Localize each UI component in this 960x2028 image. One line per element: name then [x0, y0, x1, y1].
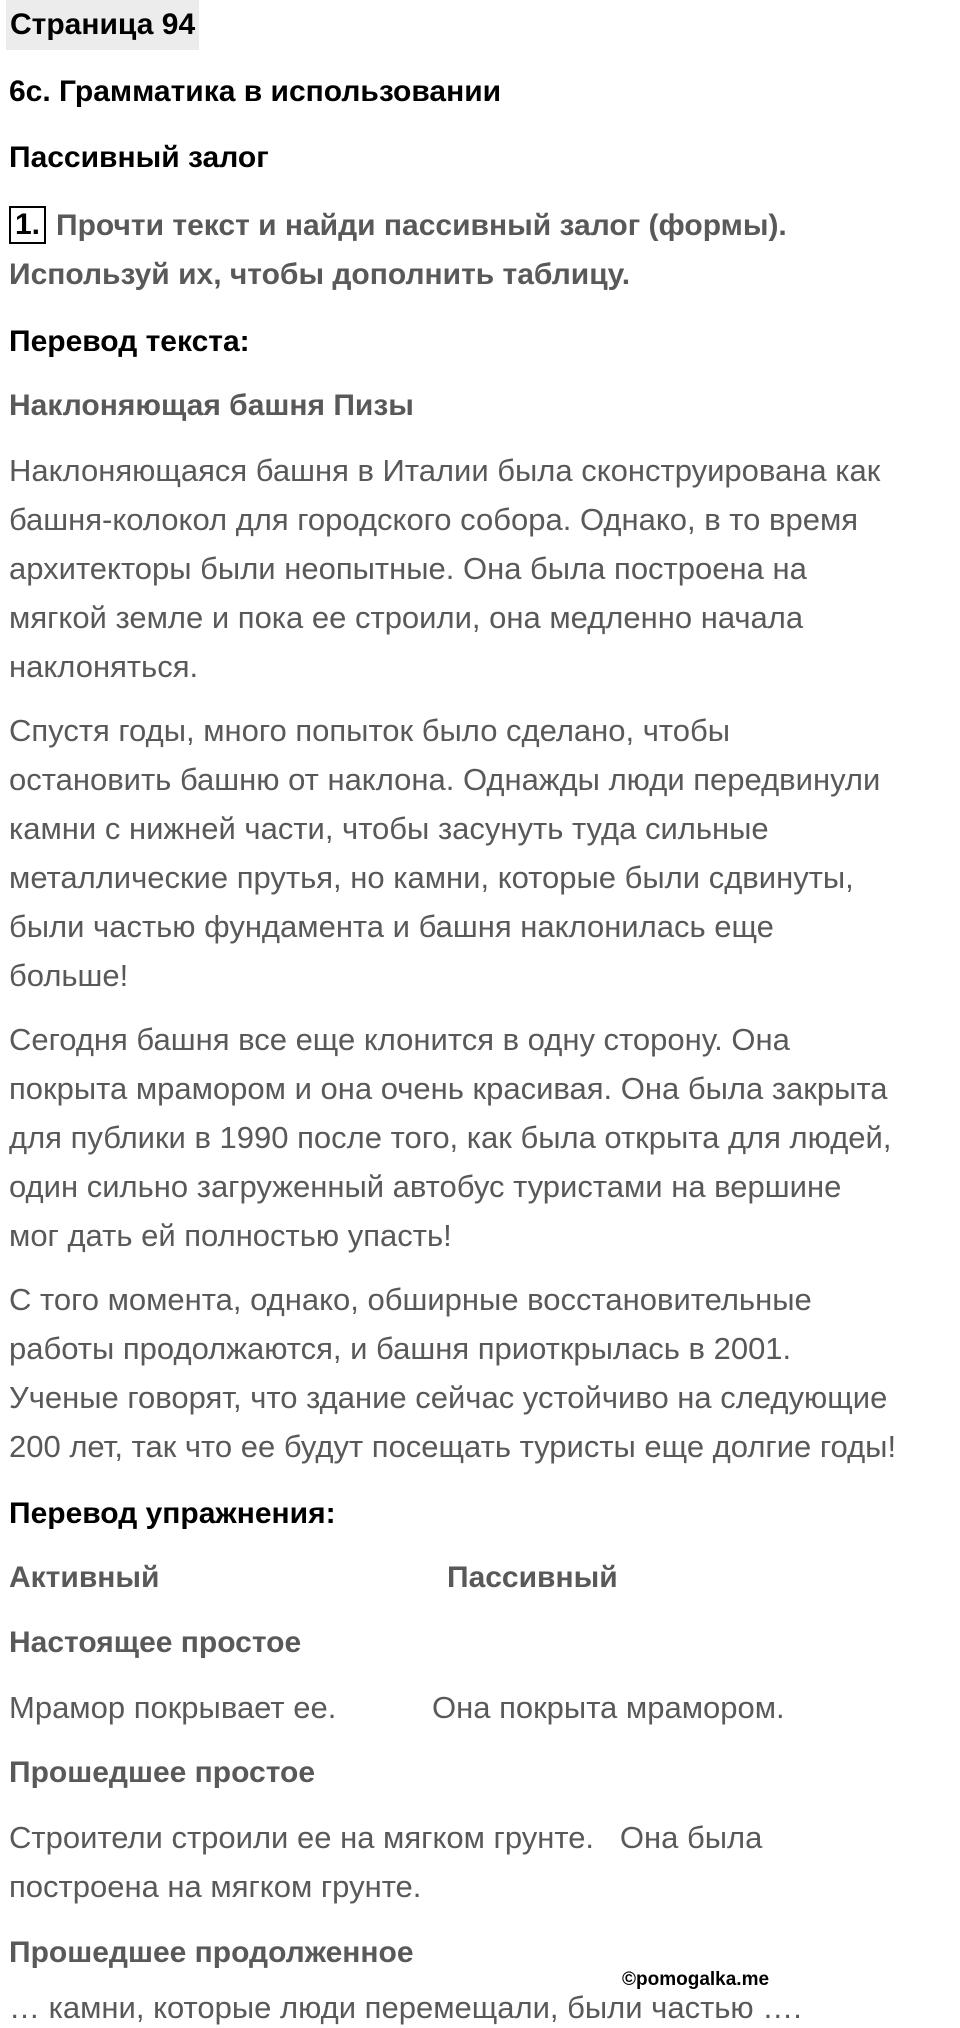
paragraph-4-line: работы продолжаются, и башня приоткрылась в 2001. — [9, 1331, 792, 1366]
paragraph-2-line: больше! — [9, 958, 129, 993]
paragraph-2-line: остановить башню от наклона. Однажды люди передвинули — [9, 762, 881, 797]
paragraph-3-line: Сегодня башня все еще клонится в одну сторону. Она — [9, 1022, 790, 1057]
present-simple-passive: Она покрыта мрамором. — [432, 1690, 785, 1725]
past-simple-line-2: построена на мягком грунте. — [9, 1869, 422, 1904]
paragraph-1-line: наклоняться. — [9, 649, 199, 684]
exercise-translation-heading: Перевод упражнения: — [9, 1497, 336, 1530]
paragraph-1-line: башня-колокол для городского собора. Однако, в то время — [9, 502, 859, 537]
paragraph-3-line: для публики в 1990 после того, как была открыта для людей, — [9, 1120, 892, 1155]
paragraph-2-line: были частью фундамента и башня наклонилась еще — [9, 909, 774, 944]
past-simple-line-1: Строители строили ее на мягком грунте. Она была — [9, 1820, 763, 1855]
past-simple-label: Прошедшее простое — [9, 1756, 316, 1789]
past-continuous-label: Прошедшее продолженное — [9, 1936, 414, 1969]
story-title: Наклоняющая башня Пизы — [9, 389, 414, 422]
task-number-box: 1. — [9, 206, 46, 244]
subsection-title: Пассивный залог — [9, 141, 269, 174]
task-instruction-2: Используй их, чтобы дополнить таблицу. — [9, 258, 631, 291]
paragraph-1-line: мягкой земле и пока ее строили, она медленно начала — [9, 600, 804, 635]
paragraph-4-line: С того момента, однако, обширные восстановительные — [9, 1282, 812, 1317]
task-line-1 — [9, 206, 787, 246]
watermark: ©pomogalka.me — [622, 1969, 770, 1990]
page-title: Страница 94 — [6, 0, 199, 50]
table-header-active: Активный — [9, 1561, 160, 1594]
past-continuous-line-1: … камни, которые люди перемещали, были частью …. — [9, 1990, 802, 2025]
present-simple-label: Настоящее простое — [9, 1626, 302, 1659]
task-instruction-1: Прочти текст и найди пассивный залог (формы). — [56, 209, 787, 242]
paragraph-3-line: мог дать ей полностью упасть! — [9, 1218, 452, 1253]
table-header-passive: Пассивный — [447, 1561, 618, 1594]
section-title: 6c. Грамматика в использовании — [9, 75, 502, 108]
paragraph-3-line: покрыта мрамором и она очень красивая. Она была закрыта — [9, 1071, 888, 1106]
paragraph-4-line: 200 лет, так что ее будут посещать туристы еще долгие годы! — [9, 1429, 897, 1464]
present-simple-active: Мрамор покрывает ее. — [9, 1690, 337, 1725]
paragraph-2-line: камни с нижней части, чтобы засунуть туда сильные — [9, 811, 769, 846]
paragraph-1-line: Наклоняющаяся башня в Италии была сконструирована как — [9, 453, 881, 488]
paragraph-3-line: один сильно загруженный автобус туристами на вершине — [9, 1169, 842, 1204]
paragraph-4-line: Ученые говорят, что здание сейчас устойчиво на следующие — [9, 1380, 888, 1415]
paragraph-1-line: архитекторы были неопытные. Она была построена на — [9, 551, 807, 586]
text-translation-heading: Перевод текста: — [9, 325, 250, 358]
paragraph-2-line: Спустя годы, много попыток было сделано, чтобы — [9, 713, 731, 748]
paragraph-2-line: металлические прутья, но камни, которые были сдвинуты, — [9, 860, 854, 895]
